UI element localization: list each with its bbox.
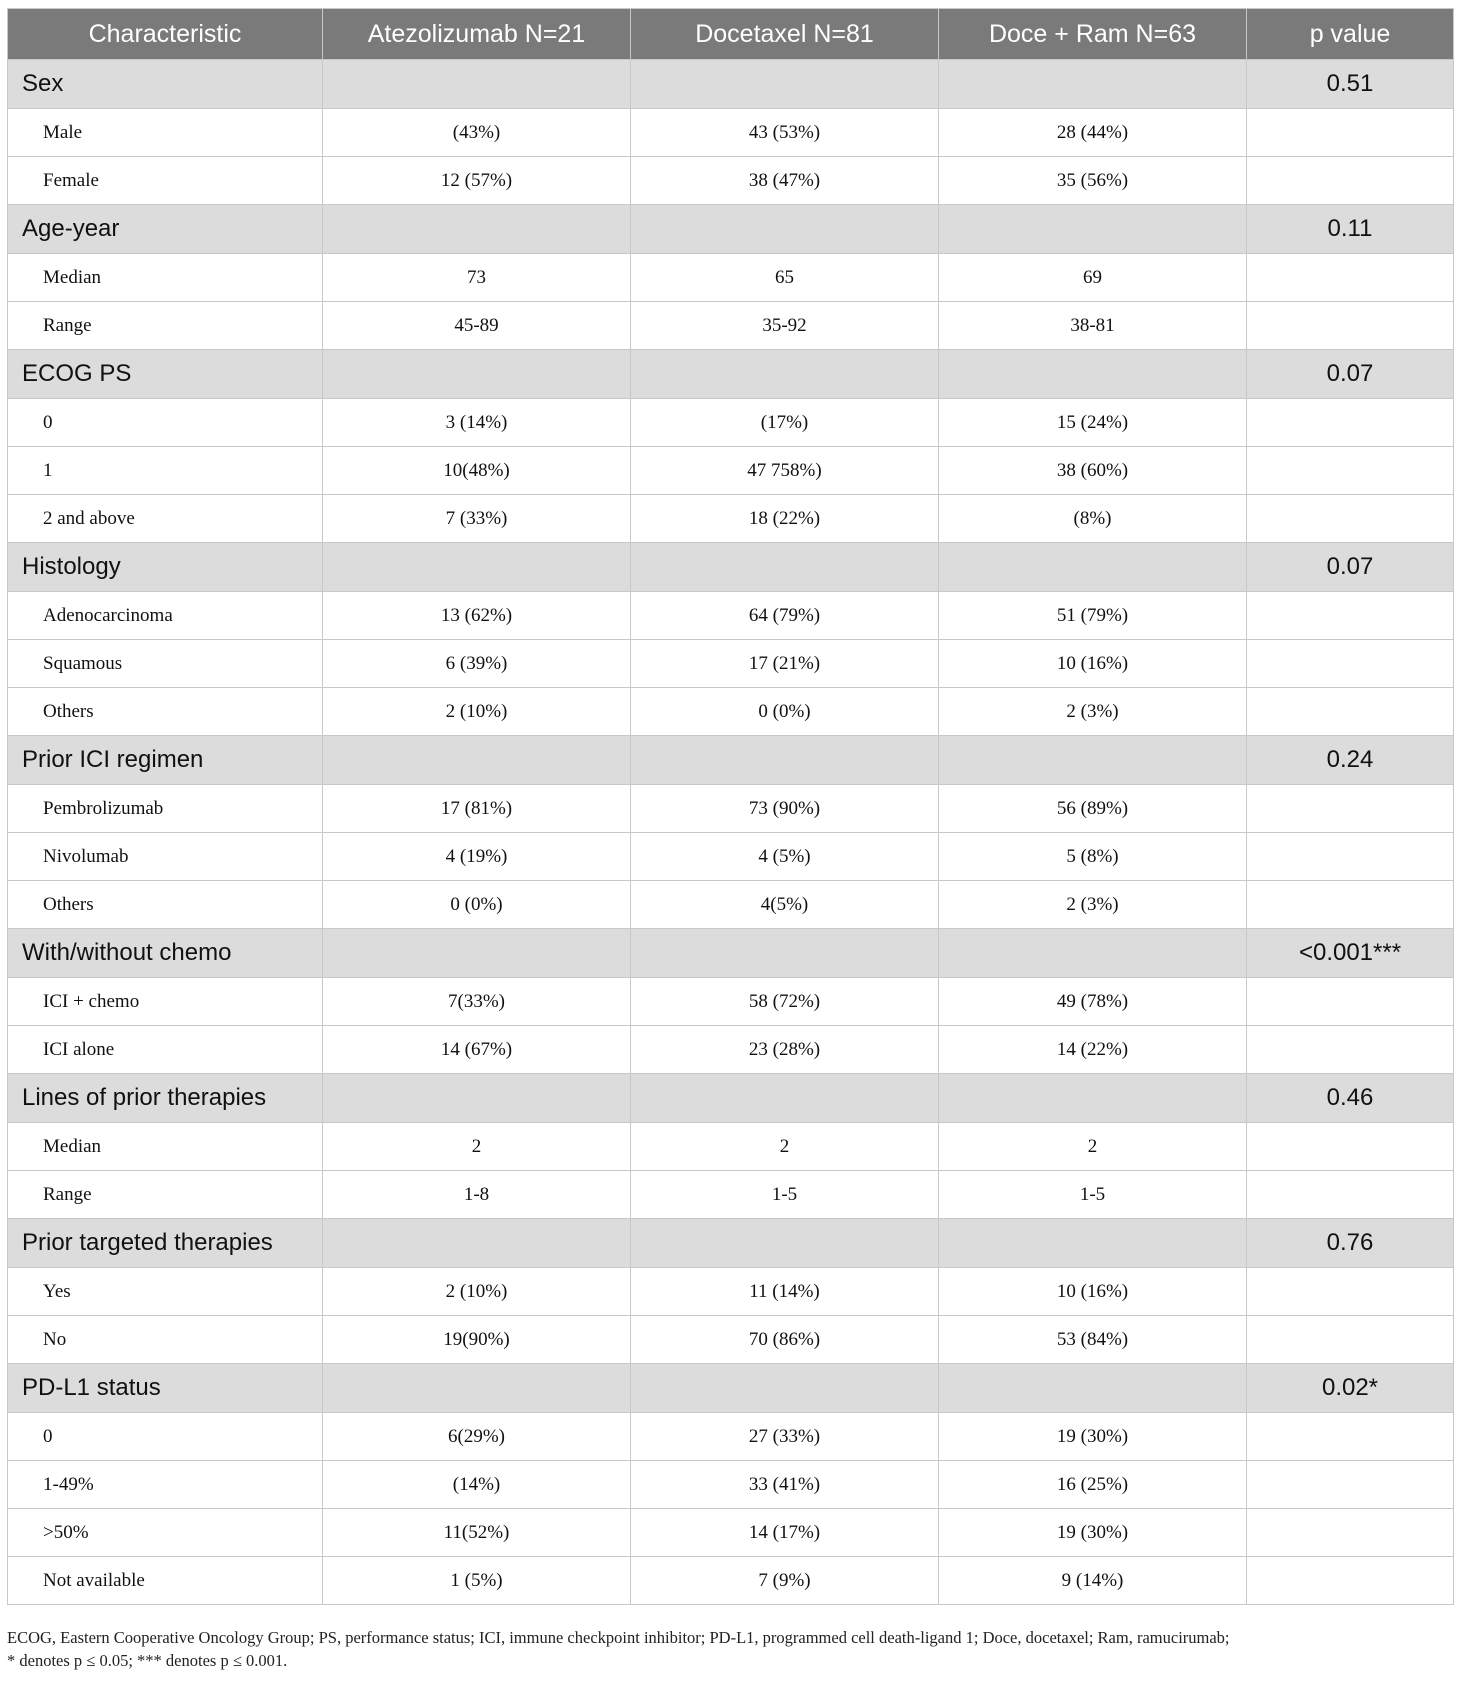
cell-doce-ram: 56 (89%) (939, 785, 1247, 833)
row-label: >50% (8, 1509, 323, 1557)
table-row (8, 592, 1454, 640)
cell-docetaxel: 33 (41%) (631, 1461, 939, 1509)
header-row (8, 9, 1454, 60)
table-header (8, 9, 1454, 60)
cell-docetaxel: 64 (79%) (631, 592, 939, 640)
cell-doce-ram: 38 (60%) (939, 447, 1247, 495)
table-row (8, 640, 1454, 688)
cell-doce-ram: 10 (16%) (939, 640, 1247, 688)
cell-p-value (1247, 109, 1454, 157)
row-label: Adenocarcinoma (8, 592, 323, 640)
cell-p-value (1247, 447, 1454, 495)
footnote (7, 1626, 1453, 1672)
cell-p-value (1247, 302, 1454, 350)
cell-doce-ram: 35 (56%) (939, 157, 1247, 205)
category-p-value: 0.51 (1247, 60, 1454, 109)
category-cell-doce-ram (939, 1219, 1247, 1268)
category-row (8, 1364, 1454, 1413)
category-cell-atezolizumab (323, 60, 631, 109)
cell-docetaxel: 7 (9%) (631, 1557, 939, 1605)
cell-p-value (1247, 785, 1454, 833)
category-p-value: 0.46 (1247, 1074, 1454, 1123)
row-label: Range (8, 302, 323, 350)
cell-doce-ram: 51 (79%) (939, 592, 1247, 640)
category-cell-doce-ram (939, 736, 1247, 785)
category-cell-docetaxel (631, 1364, 939, 1413)
cell-doce-ram: 38-81 (939, 302, 1247, 350)
cell-p-value (1247, 688, 1454, 736)
table-body (8, 60, 1454, 1605)
category-cell-doce-ram (939, 543, 1247, 592)
row-label: 1-49% (8, 1461, 323, 1509)
header-doce-ram: Doce + Ram N=63 (939, 9, 1247, 60)
category-p-value: 0.07 (1247, 543, 1454, 592)
cell-atezolizumab: 73 (323, 254, 631, 302)
row-label: No (8, 1316, 323, 1364)
category-cell-atezolizumab (323, 1364, 631, 1413)
cell-atezolizumab: 6 (39%) (323, 640, 631, 688)
table-row (8, 1557, 1454, 1605)
table-row (8, 688, 1454, 736)
cell-atezolizumab: 17 (81%) (323, 785, 631, 833)
category-row (8, 205, 1454, 254)
row-label: Male (8, 109, 323, 157)
category-label: ECOG PS (8, 350, 323, 399)
category-row (8, 1074, 1454, 1123)
cell-docetaxel: 47 758%) (631, 447, 939, 495)
category-cell-doce-ram (939, 1074, 1247, 1123)
table-row (8, 447, 1454, 495)
header-docetaxel: Docetaxel N=81 (631, 9, 939, 60)
table-row (8, 1171, 1454, 1219)
category-label: Age-year (8, 205, 323, 254)
category-cell-atezolizumab (323, 1074, 631, 1123)
cell-doce-ram: 19 (30%) (939, 1509, 1247, 1557)
category-p-value: 0.24 (1247, 736, 1454, 785)
cell-atezolizumab: 45-89 (323, 302, 631, 350)
category-cell-docetaxel (631, 929, 939, 978)
cell-p-value (1247, 1509, 1454, 1557)
table-row (8, 302, 1454, 350)
cell-docetaxel: 23 (28%) (631, 1026, 939, 1074)
cell-docetaxel: 27 (33%) (631, 1413, 939, 1461)
table-row (8, 109, 1454, 157)
category-label: Sex (8, 60, 323, 109)
cell-docetaxel: 0 (0%) (631, 688, 939, 736)
cell-atezolizumab: 3 (14%) (323, 399, 631, 447)
category-cell-doce-ram (939, 60, 1247, 109)
cell-doce-ram: 2 (939, 1123, 1247, 1171)
category-cell-doce-ram (939, 350, 1247, 399)
cell-p-value (1247, 1413, 1454, 1461)
category-cell-docetaxel (631, 543, 939, 592)
row-label: Median (8, 1123, 323, 1171)
cell-docetaxel: 18 (22%) (631, 495, 939, 543)
category-cell-atezolizumab (323, 736, 631, 785)
cell-p-value (1247, 254, 1454, 302)
category-cell-docetaxel (631, 60, 939, 109)
cell-atezolizumab: 1 (5%) (323, 1557, 631, 1605)
cell-doce-ram: 2 (3%) (939, 688, 1247, 736)
cell-p-value (1247, 1557, 1454, 1605)
category-row (8, 736, 1454, 785)
category-cell-docetaxel (631, 1074, 939, 1123)
row-label: 1 (8, 447, 323, 495)
row-label: 0 (8, 1413, 323, 1461)
row-label: ICI + chemo (8, 978, 323, 1026)
cell-doce-ram: 53 (84%) (939, 1316, 1247, 1364)
header-atezolizumab: Atezolizumab N=21 (323, 9, 631, 60)
row-label: Yes (8, 1268, 323, 1316)
cell-docetaxel: 73 (90%) (631, 785, 939, 833)
cell-docetaxel: 38 (47%) (631, 157, 939, 205)
cell-docetaxel: 14 (17%) (631, 1509, 939, 1557)
cell-atezolizumab: 10(48%) (323, 447, 631, 495)
category-row (8, 350, 1454, 399)
cell-docetaxel: 70 (86%) (631, 1316, 939, 1364)
cell-docetaxel: 35-92 (631, 302, 939, 350)
cell-doce-ram: 28 (44%) (939, 109, 1247, 157)
cell-p-value (1247, 592, 1454, 640)
cell-atezolizumab: (43%) (323, 109, 631, 157)
row-label: Pembrolizumab (8, 785, 323, 833)
cell-docetaxel: 1-5 (631, 1171, 939, 1219)
row-label: Others (8, 881, 323, 929)
cell-doce-ram: 9 (14%) (939, 1557, 1247, 1605)
cell-docetaxel: 17 (21%) (631, 640, 939, 688)
table-row (8, 1509, 1454, 1557)
row-label: Nivolumab (8, 833, 323, 881)
cell-docetaxel: 58 (72%) (631, 978, 939, 1026)
cell-p-value (1247, 1171, 1454, 1219)
table-row (8, 1461, 1454, 1509)
cell-docetaxel: 2 (631, 1123, 939, 1171)
cell-doce-ram: 69 (939, 254, 1247, 302)
cell-p-value (1247, 157, 1454, 205)
cell-atezolizumab: 2 (10%) (323, 688, 631, 736)
category-cell-doce-ram (939, 1364, 1247, 1413)
category-label: Histology (8, 543, 323, 592)
category-cell-doce-ram (939, 929, 1247, 978)
category-cell-atezolizumab (323, 350, 631, 399)
category-p-value: <0.001*** (1247, 929, 1454, 978)
category-p-value: 0.02* (1247, 1364, 1454, 1413)
category-cell-atezolizumab (323, 1219, 631, 1268)
category-cell-atezolizumab (323, 929, 631, 978)
category-cell-atezolizumab (323, 205, 631, 254)
cell-atezolizumab: 7 (33%) (323, 495, 631, 543)
category-label: Prior ICI regimen (8, 736, 323, 785)
table-row (8, 1316, 1454, 1364)
cell-docetaxel: 65 (631, 254, 939, 302)
cell-docetaxel: (17%) (631, 399, 939, 447)
cell-doce-ram: (8%) (939, 495, 1247, 543)
row-label: Not available (8, 1557, 323, 1605)
characteristics-table (7, 8, 1454, 1605)
category-p-value: 0.76 (1247, 1219, 1454, 1268)
cell-p-value (1247, 495, 1454, 543)
cell-docetaxel: 11 (14%) (631, 1268, 939, 1316)
cell-doce-ram: 49 (78%) (939, 978, 1247, 1026)
row-label: Range (8, 1171, 323, 1219)
category-cell-docetaxel (631, 205, 939, 254)
header-characteristic: Characteristic (8, 9, 323, 60)
cell-docetaxel: 4(5%) (631, 881, 939, 929)
category-cell-doce-ram (939, 205, 1247, 254)
table-row (8, 1413, 1454, 1461)
cell-atezolizumab: 0 (0%) (323, 881, 631, 929)
cell-p-value (1247, 1123, 1454, 1171)
row-label: Female (8, 157, 323, 205)
table-row (8, 978, 1454, 1026)
cell-atezolizumab: (14%) (323, 1461, 631, 1509)
footnote-abbreviations: ECOG, Eastern Cooperative Oncology Group; PS, performance status; ICI, immune checkpoint inhibitor; PD-L1, programmed cell death-ligand 1; Doce, docetaxel; Ram, ramucirumab; (7, 1628, 1230, 1647)
row-label: ICI alone (8, 1026, 323, 1074)
table-row (8, 157, 1454, 205)
cell-atezolizumab: 19(90%) (323, 1316, 631, 1364)
header-p-value: p value (1247, 9, 1454, 60)
cell-docetaxel: 4 (5%) (631, 833, 939, 881)
cell-p-value (1247, 978, 1454, 1026)
cell-doce-ram: 14 (22%) (939, 1026, 1247, 1074)
footnote-significance: * denotes p ≤ 0.05; *** denotes p ≤ 0.001. (7, 1651, 288, 1670)
cell-atezolizumab: 14 (67%) (323, 1026, 631, 1074)
category-p-value: 0.11 (1247, 205, 1454, 254)
category-row (8, 543, 1454, 592)
table-row (8, 1123, 1454, 1171)
table-row (8, 495, 1454, 543)
cell-doce-ram: 16 (25%) (939, 1461, 1247, 1509)
table-row (8, 1026, 1454, 1074)
cell-doce-ram: 10 (16%) (939, 1268, 1247, 1316)
category-cell-docetaxel (631, 736, 939, 785)
category-cell-atezolizumab (323, 543, 631, 592)
cell-atezolizumab: 11(52%) (323, 1509, 631, 1557)
row-label: Others (8, 688, 323, 736)
row-label: Median (8, 254, 323, 302)
cell-p-value (1247, 1316, 1454, 1364)
table-row (8, 399, 1454, 447)
category-p-value: 0.07 (1247, 350, 1454, 399)
cell-p-value (1247, 640, 1454, 688)
cell-docetaxel: 43 (53%) (631, 109, 939, 157)
cell-atezolizumab: 12 (57%) (323, 157, 631, 205)
category-cell-docetaxel (631, 1219, 939, 1268)
cell-doce-ram: 1-5 (939, 1171, 1247, 1219)
cell-doce-ram: 15 (24%) (939, 399, 1247, 447)
cell-p-value (1247, 399, 1454, 447)
cell-atezolizumab: 1-8 (323, 1171, 631, 1219)
cell-doce-ram: 5 (8%) (939, 833, 1247, 881)
cell-p-value (1247, 1268, 1454, 1316)
cell-atezolizumab: 4 (19%) (323, 833, 631, 881)
cell-p-value (1247, 833, 1454, 881)
cell-doce-ram: 19 (30%) (939, 1413, 1247, 1461)
row-label: 2 and above (8, 495, 323, 543)
table-row (8, 785, 1454, 833)
category-row (8, 1219, 1454, 1268)
category-label: Prior targeted therapies (8, 1219, 323, 1268)
row-label: Squamous (8, 640, 323, 688)
cell-atezolizumab: 2 (10%) (323, 1268, 631, 1316)
cell-atezolizumab: 7(33%) (323, 978, 631, 1026)
cell-atezolizumab: 6(29%) (323, 1413, 631, 1461)
table-row (8, 254, 1454, 302)
cell-p-value (1247, 1461, 1454, 1509)
cell-p-value (1247, 881, 1454, 929)
table-row (8, 833, 1454, 881)
table-row (8, 881, 1454, 929)
category-label: With/without chemo (8, 929, 323, 978)
cell-atezolizumab: 2 (323, 1123, 631, 1171)
category-cell-docetaxel (631, 350, 939, 399)
category-row (8, 60, 1454, 109)
row-label: 0 (8, 399, 323, 447)
category-label: PD-L1 status (8, 1364, 323, 1413)
cell-p-value (1247, 1026, 1454, 1074)
category-row (8, 929, 1454, 978)
cell-atezolizumab: 13 (62%) (323, 592, 631, 640)
table-row (8, 1268, 1454, 1316)
cell-doce-ram: 2 (3%) (939, 881, 1247, 929)
category-label: Lines of prior therapies (8, 1074, 323, 1123)
